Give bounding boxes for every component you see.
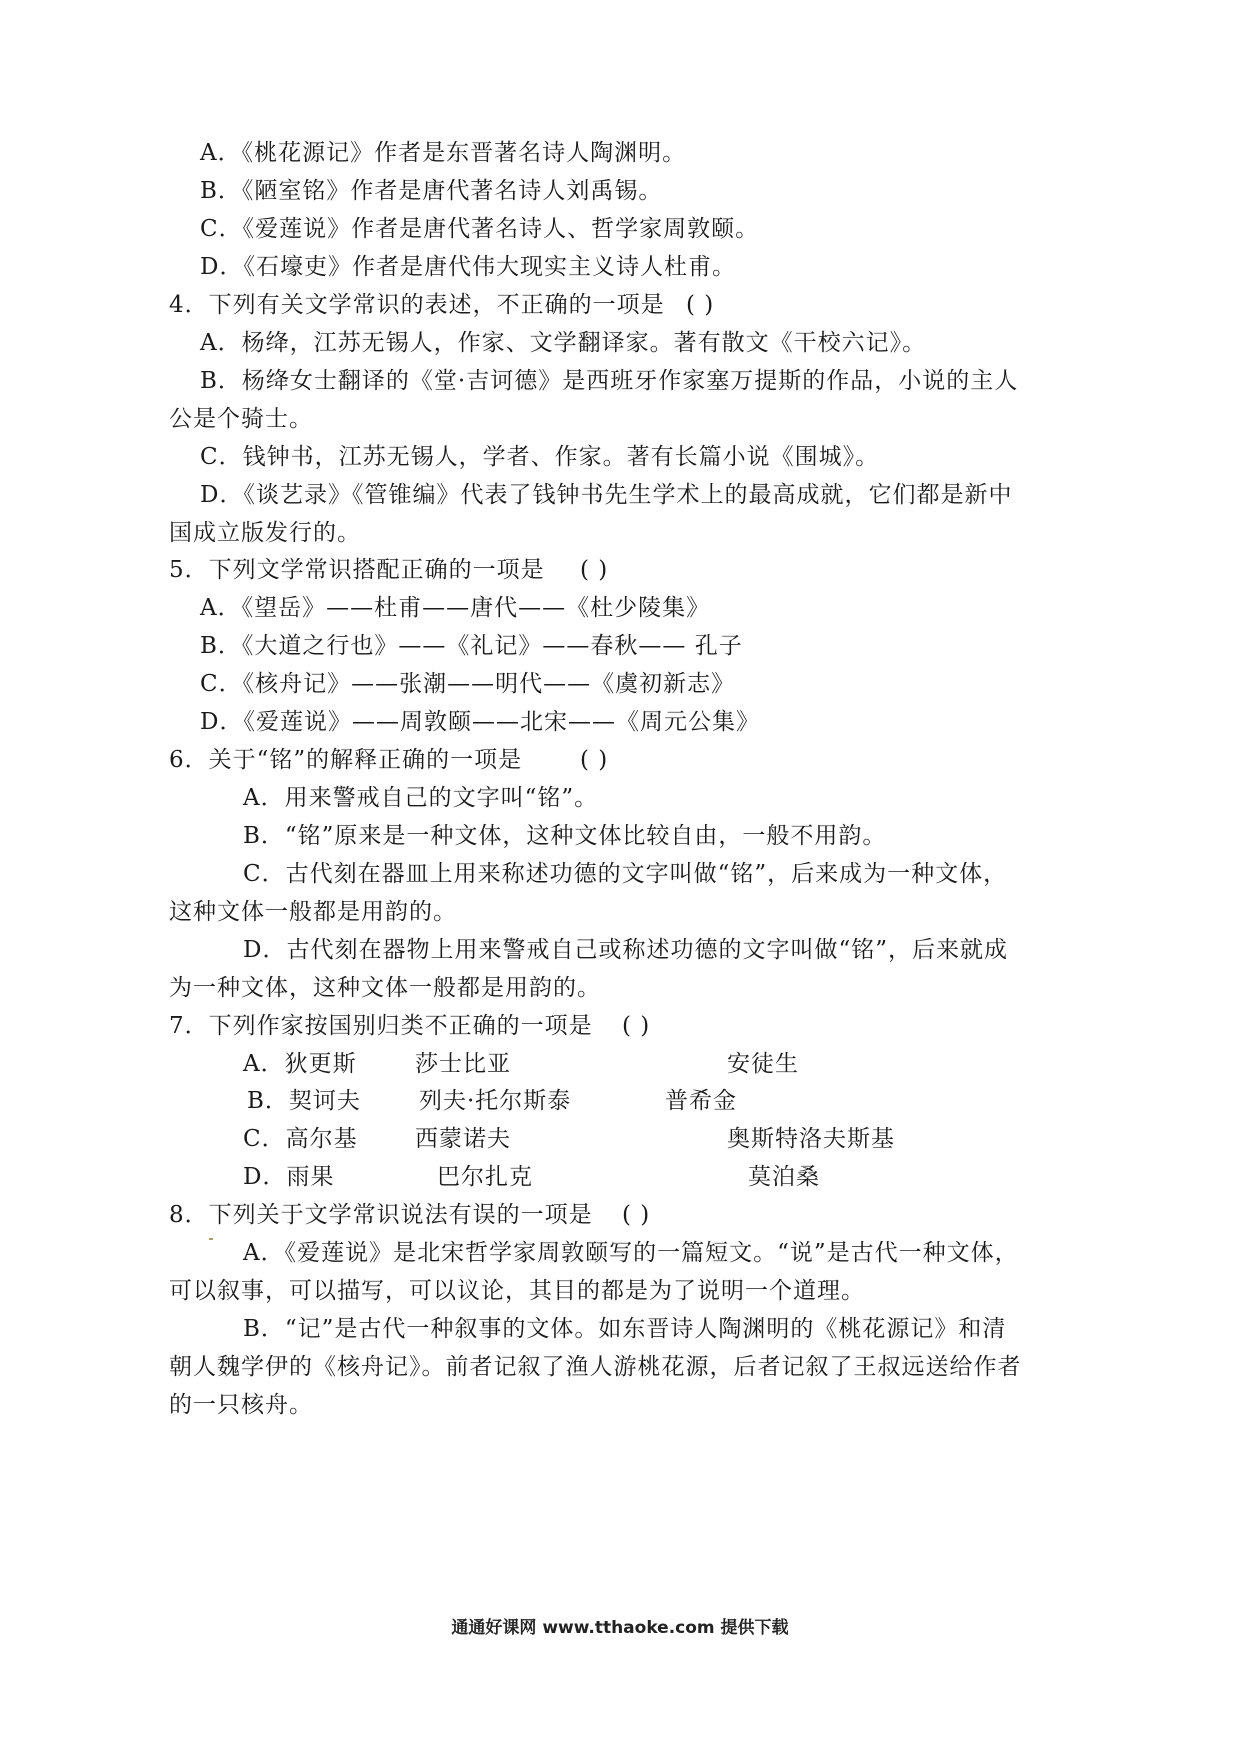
q3-option-c: C．《爱莲说》作者是唐代著名诗人、哲学家周敦颐。 bbox=[200, 216, 760, 242]
q4-option-b-line1: B．杨绛女士翻译的《堂·吉诃德》是西班牙作家塞万提斯的作品，小说的主人 bbox=[200, 368, 1019, 394]
q5-stem: 5．下列文学常识搭配正确的一项是 bbox=[169, 557, 545, 583]
q5-option-a: A．《望岳》——杜甫——唐代——《杜少陵集》 bbox=[200, 595, 711, 621]
q6-answer-paren: ( ) bbox=[580, 747, 609, 773]
q5-option-b: B．《大道之行也》——《礼记》——春秋—— 孔子 bbox=[200, 633, 743, 659]
q8-answer-paren: ( ) bbox=[622, 1202, 651, 1228]
q7-option-a-name2: 莎士比亚 bbox=[415, 1051, 511, 1077]
q8-option-b-line2: 朝人魏学伊的《核舟记》。前者记叙了渔人游桃花源，后者记叙了王叔远送给作者 bbox=[169, 1354, 1022, 1380]
q6-stem: 6．关于“铭”的解释正确的一项是 bbox=[169, 747, 523, 773]
q3-option-d: D．《石壕吏》作者是唐代伟大现实主义诗人杜甫。 bbox=[200, 254, 736, 280]
q4-option-d-line2: 国成立版发行的。 bbox=[169, 520, 361, 546]
q7-option-a-name3: 安徒生 bbox=[727, 1051, 799, 1077]
q4-stem: 4．下列有关文学常识的表述，不正确的一项是 bbox=[169, 292, 665, 318]
q5-answer-paren: ( ) bbox=[580, 557, 609, 583]
q6-option-c-line2: 这种文体一般都是用韵的。 bbox=[169, 899, 457, 925]
q8-stem: 8．下列关于文学常识说法有误的一项是 bbox=[169, 1202, 593, 1228]
q6-option-c-line1: C．古代刻在器皿上用来称述功德的文字叫做“铭”，后来成为一种文体， bbox=[243, 861, 1008, 887]
q8-option-b-line3: 的一只核舟。 bbox=[169, 1392, 313, 1418]
q6-option-b: B．“铭”原来是一种文体，这种文体比较自由，一般不用韵。 bbox=[243, 823, 887, 849]
q4-option-d-line1: D．《谈艺录》《管锥编》代表了钱钟书先生学术上的最高成就，它们都是新中 bbox=[200, 482, 1013, 508]
q4-option-b-line2: 公是个骑士。 bbox=[169, 406, 313, 432]
q7-option-b-label: B．契诃夫 bbox=[247, 1088, 361, 1114]
q7-option-c-label: C．高尔基 bbox=[243, 1126, 358, 1152]
q7-option-d-name3: 莫泊桑 bbox=[748, 1164, 820, 1190]
q7-answer-paren: ( ) bbox=[622, 1013, 651, 1039]
q7-option-d-label: D．雨果 bbox=[243, 1164, 335, 1190]
q5-option-d: D．《爱莲说》——周敦颐——北宋——《周元公集》 bbox=[200, 709, 760, 735]
q7-option-c-name3: 奥斯特洛夫斯基 bbox=[727, 1126, 895, 1152]
q7-option-a-label: A．狄更斯 bbox=[243, 1051, 357, 1077]
q6-option-a: A．用来警戒自己的文字叫“铭”。 bbox=[243, 785, 599, 811]
q4-option-a: A．杨绛，江苏无锡人，作家、文学翻译家。著有散文《干校六记》。 bbox=[200, 330, 927, 356]
q3-option-b: B．《陋室铭》作者是唐代著名诗人刘禹锡。 bbox=[200, 178, 663, 204]
q7-option-d-name2: 巴尔扎克 bbox=[437, 1164, 533, 1190]
q8-option-a-line1: A．《爱莲说》是北宋哲学家周敦颐写的一篇短文。“说”是古代一种文体， bbox=[243, 1240, 1019, 1266]
q4-option-c: C．钱钟书，江苏无锡人，学者、作家。著有长篇小说《围城》。 bbox=[200, 444, 880, 470]
q7-option-c-name2: 西蒙诺夫 bbox=[415, 1126, 511, 1152]
q8-option-b-line1: B．“记”是古代一种叙事的文体。如东晋诗人陶渊明的《桃花源记》和清 bbox=[243, 1316, 1007, 1342]
q7-stem: 7．下列作家按国别归类不正确的一项是 bbox=[169, 1013, 593, 1039]
q6-option-d-line1: D．古代刻在器物上用来警戒自己或称述功德的文字叫做“铭”，后来就成 bbox=[243, 937, 1008, 963]
q4-answer-paren: ( ) bbox=[686, 292, 715, 318]
q7-option-b-name3: 普希金 bbox=[665, 1088, 737, 1114]
q3-option-a: A．《桃花源记》作者是东晋著名诗人陶渊明。 bbox=[200, 140, 687, 166]
page-footer: 通通好课网 www.tthaoke.com 提供下载 bbox=[451, 1618, 789, 1638]
q5-option-c: C．《核舟记》——张潮——明代——《虞初新志》 bbox=[200, 671, 736, 697]
stray-mark bbox=[209, 1238, 213, 1240]
q8-option-a-line2: 可以叙事，可以描写，可以议论，其目的都是为了说明一个道理。 bbox=[169, 1278, 865, 1304]
q6-option-d-line2: 为一种文体，这种文体一般都是用韵的。 bbox=[169, 975, 601, 1001]
q7-option-b-name2: 列夫·托尔斯泰 bbox=[419, 1088, 572, 1114]
